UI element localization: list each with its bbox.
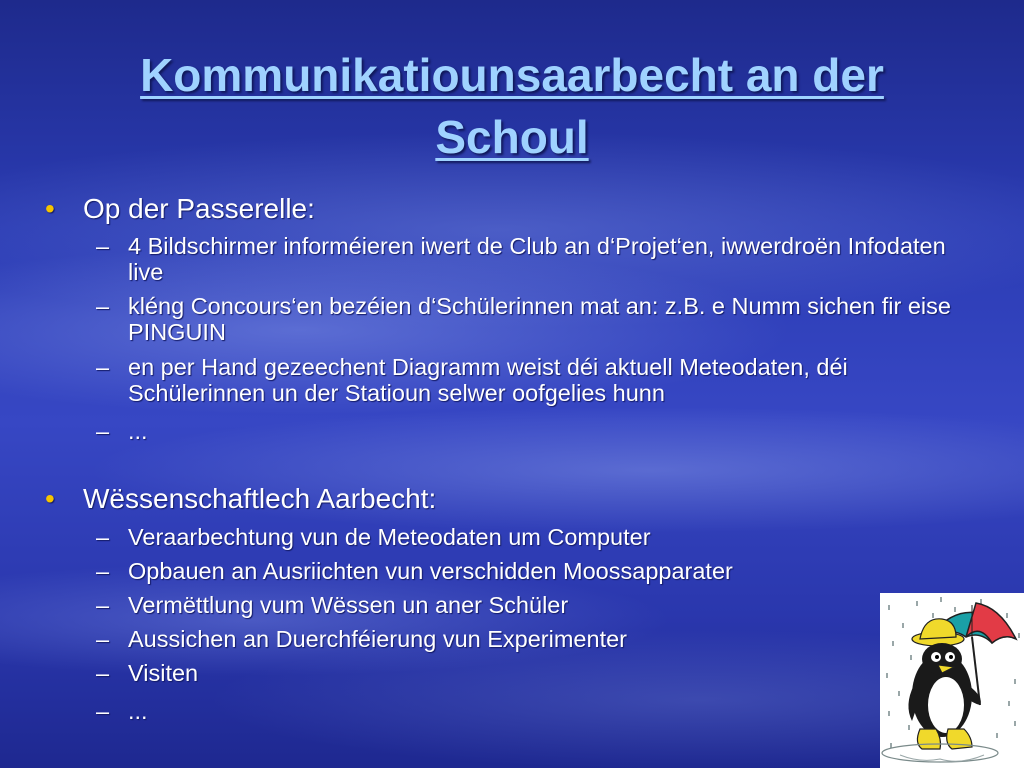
bullet-marker: • xyxy=(45,483,55,514)
bullet-marker: • xyxy=(45,193,55,224)
list-item-text: Vermëttlung vum Wëssen un aner Schüler xyxy=(128,592,569,618)
penguin-illustration xyxy=(880,593,1024,768)
dash-marker: – xyxy=(96,698,110,724)
dash-marker: – xyxy=(96,354,110,380)
list-item-text: ... xyxy=(128,698,148,724)
list-item-text: Veraarbechtung vun de Meteodaten um Computer xyxy=(128,524,651,550)
dash-marker: – xyxy=(96,558,110,584)
dash-marker: – xyxy=(96,626,110,652)
bullet-heading: Wëssenschaftlech Aarbecht: xyxy=(83,483,437,514)
list-item-text: ... xyxy=(128,418,148,444)
bullet-heading: Op der Passerelle: xyxy=(83,193,315,224)
penguin-with-umbrella-in-rain-icon xyxy=(880,593,1024,768)
dash-marker: – xyxy=(96,524,110,550)
list-item-text: Opbauen an Ausriichten vun verschidden Moossapparater xyxy=(128,558,733,584)
list-item-text: kléng Concours‘en bezéien d‘Schülerinnen mat an: z.B. e Numm sichen fir eise PINGUIN xyxy=(128,293,951,345)
list-item-text: en per Hand gezeechent Diagramm weist déi aktuell Meteodaten, déi Schülerinnen un der Statioun selwer oofgelies hunn xyxy=(128,354,848,406)
list-item-text: 4 Bildschirmer informéieren iwert de Club an d‘Projet‘en, iwwerdroën Infodaten live xyxy=(128,233,946,285)
dash-marker: – xyxy=(96,418,110,444)
dash-marker: – xyxy=(96,293,110,319)
dash-marker: – xyxy=(96,660,110,686)
title-line-1: Kommunikatiounsaarbecht an der xyxy=(140,49,884,101)
title-line-2: Schoul xyxy=(435,111,589,163)
list-item-text: Aussichen an Duerchféierung vun Experimenter xyxy=(128,626,627,652)
dash-marker: – xyxy=(96,592,110,618)
list-item-text: Visiten xyxy=(128,660,199,686)
dash-marker: – xyxy=(96,233,110,259)
